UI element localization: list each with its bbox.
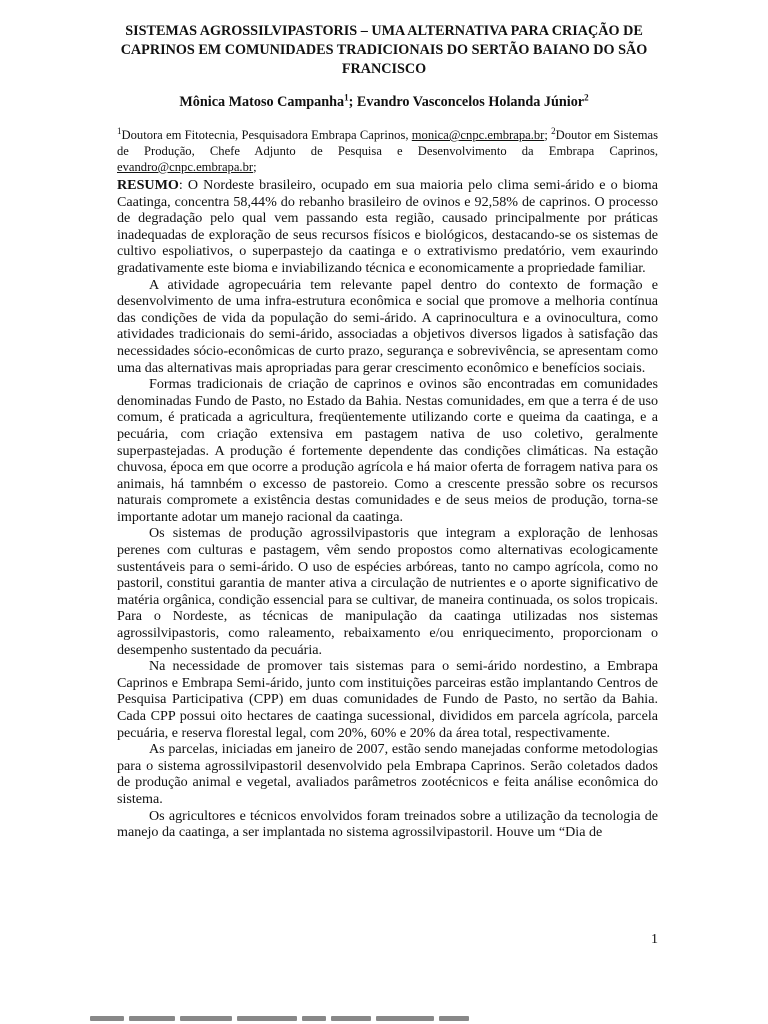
author-name: Evandro Vasconcelos Holanda Júnior [356,94,585,110]
email-link[interactable]: evandro@cnpc.embrapa.br [117,160,254,174]
next-page-bleed [90,1016,510,1022]
author-mark: 1 [344,92,349,103]
abstract-lead-text: : O Nordeste brasileiro, ocupado em sua maioria pelo clima semi-árido e o bioma Caatinga, concentra 58,44% do rebanho brasileiro de ovinos e 92,58% de caprinos. O processo de degradação pelo qual vem passando esta região, causado principalmente por práticas inadequadas de exploração de seus recursos físicos e biológicos, destacando-se os sistemas de cultivo espoliativos, o superpastejo da caatinga e o extrativismo predatório, vem exaurindo gradativamente este bioma e inviabilizando técnica e economicamente a propriedade familiar. [117,177,658,276]
affiliation-mark: 1 [117,125,122,136]
abstract-paragraph: Os agricultores e técnicos envolvidos foram treinados sobre a utilização da tecnologia de manejo da caatinga, a ser implantada no sistema agrossilvipastoril. Houve um “Dia de [117,807,658,841]
affiliation-text: Doutora em Fitotecnia, Pesquisadora Embrapa Caprinos, [121,128,412,142]
paper-title: SISTEMAS AGROSSILVIPASTORIS – UMA ALTERNATIVA PARA CRIAÇÃO DE CAPRINOS EM COMUNIDADES TRADICIONAIS DO SERTÃO BAIANO DO SÃO FRANCISCO [120,23,648,77]
page-number: 1 [651,932,658,947]
abstract-paragraph: Os sistemas de produção agrossilvipastoris que integram a exploração de lenhosas perenes com culturas e pastagem, vêm sendo propostos como alternativas ecologicamente sustentáveis para o semi-árido. O uso de espécies arbóreas, tanto no campo agrícola, como no pastoril, constitui garantia de manter ativa a circulação de nutrientes e o aporte significativo de matéria orgânica, condição essencial para se cultivar, de maneira continuada, os solos tropicais. Para o Nordeste, as técnicas de manipulação da caatinga utilizadas nos sistemas agrossilvipastoris, como raleamento, rebaixamento e/ou enriquecimento, proporcionam o desempenho sustentado da pecuária. [117,525,658,658]
abstract-body [117,177,658,841]
abstract-paragraph: Na necessidade de promover tais sistemas para o semi-árido nordestino, a Embrapa Caprinos e Embrapa Semi-árido, junto com instituições parceiras estão implantando Centros de Pesquisa Participativa (CPP) em duas comunidades de Fundo de Pasto, no sertão da Bahia. Cada CPP possui oito hectares de caatinga sucessional, divididos em parcela agrícola, parcela pecuária, e reserva florestal legal, com 20%, 60% e 20% da área total, respectivamente. [117,658,658,741]
author-name: Mônica Matoso Campanha [179,94,345,110]
author-mark: 2 [584,92,589,103]
author-line [90,93,678,112]
abstract-label: RESUMO [117,177,179,193]
abstract-paragraph: As parcelas, iniciadas em janeiro de 2007, estão sendo manejadas conforme metodologias para o sistema agrossilvipastoril desenvolvido pela Embrapa Caprinos. Serão coletados dados de produção animal e vegetal, avaliados parâmetros zootécnicos e feita análise econômica do sistema. [117,741,658,807]
abstract-paragraph: A atividade agropecuária tem relevante papel dentro do contexto de formação e desenvolvimento de uma infra-estrutura econômica e social que promove a melhoria contínua das condições de vida da população do semi-árido. A caprinocultura e a ovinocultura, como atividades tradicionais do semi-árido, associadas a objetivos diversos ligados à satisfação das necessidades sócio-econômicas de curto prazo, segurança e sobrevivência, se apresentam como uma das alternativas mais apropriadas para gerar crescimento econômico e benefícios sociais. [117,276,658,376]
author-separator: ; [348,94,357,110]
abstract-paragraph [117,177,658,277]
affiliation-separator: ; [544,128,552,142]
affiliation-end: ; [253,160,257,174]
abstract-paragraph: Formas tradicionais de criação de caprinos e ovinos são encontradas em comunidades denominadas Fundo de Pasto, no Estado da Bahia. Nestas comunidades, em que a terra é de uso comum, é praticada a agricultura, freqüentemente utilizando corte e queima da caatinga, e a pecuária, com criação extensiva em pastagem nativa de uso coletivo, geralmente superpastejadas. A produção é fortemente dependente das condições climáticas. Na estação chuvosa, época em que ocorre a produção agrícola e há maior oferta de forragem nativa para os animais, há tamnbém o excesso de pastoreio. Como a crescente pressão sobre os recursos naturais compromete a existência destas comunidades e de seus meios de produção, torna-se importante adotar um manejo racional da caatinga. [117,376,658,525]
email-link[interactable]: monica@cnpc.embrapa.br [411,128,545,142]
affiliation-mark: 2 [551,125,556,136]
affiliation-text: Doutor em Sistemas de Produção, Chefe Adjunto de Pesquisa e Desenvolvimento da Embrapa Caprinos, [117,128,658,158]
affiliations [117,127,658,175]
